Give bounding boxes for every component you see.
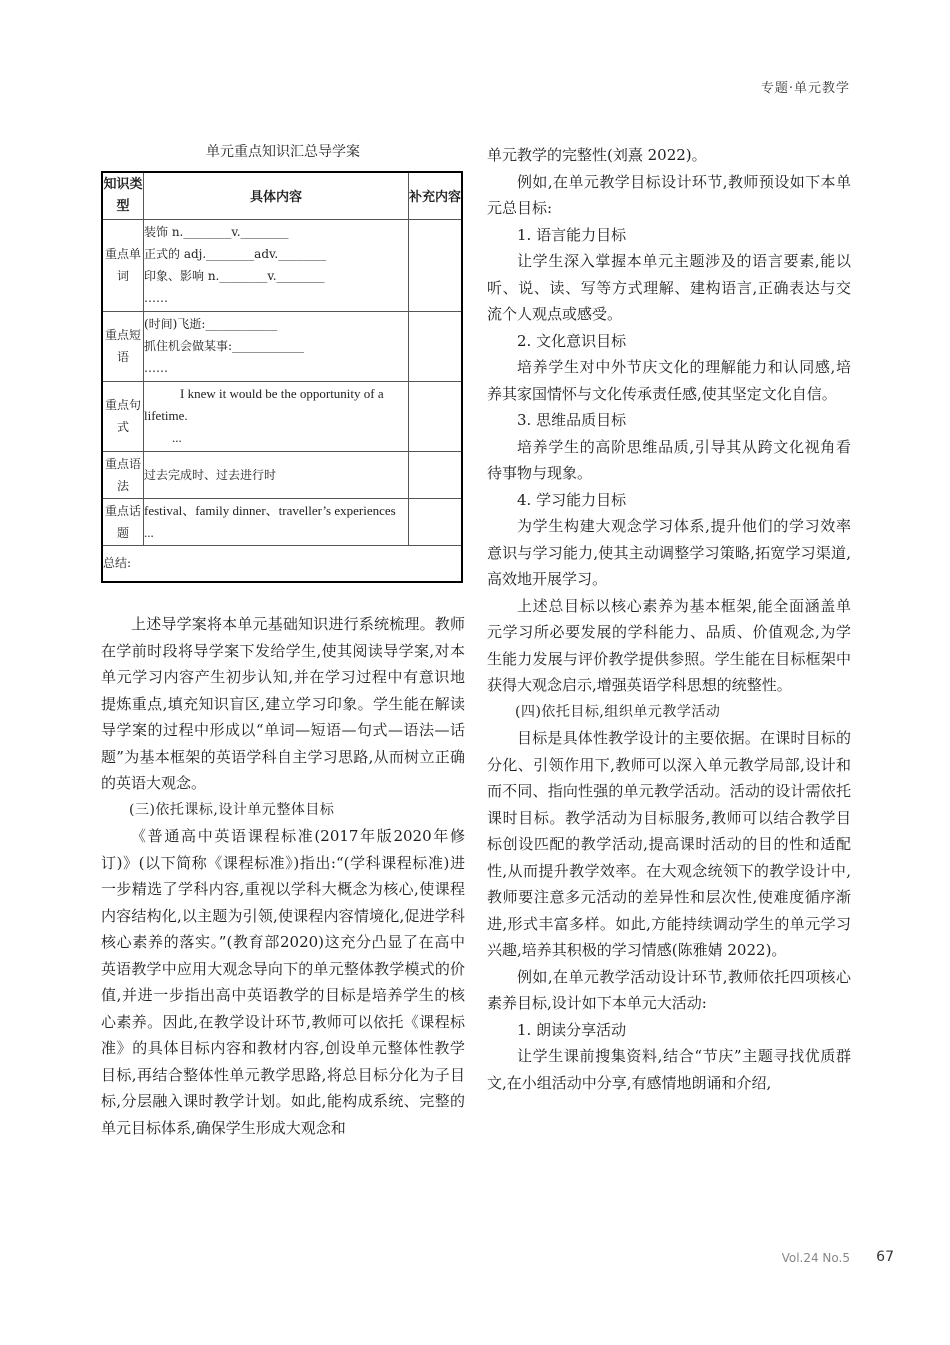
table-row-grammar — [102, 451, 462, 498]
row-type: 重点句式 — [102, 381, 144, 451]
row-type: 重点话题 — [102, 498, 144, 545]
goal-title: 3. 思维品质目标 — [517, 411, 627, 429]
paragraph: 例如,在单元教学目标设计环节,教师预设如下本单元总目标: — [487, 172, 851, 217]
table-title: 单元重点知识汇总导学案 — [206, 144, 360, 160]
fill-line: 印象、影响 n.________v.________ — [144, 269, 325, 283]
activity-title: 1. 朗读分享活动 — [517, 1020, 627, 1039]
paragraph: 为学生构建大观念学习体系,提升他们的学习效率意识与学习能力,使其主动调整学习策略,拓宽学习渠道,高效地开展学习。 — [487, 517, 851, 588]
row-content — [144, 311, 409, 381]
paragraph: 培养学生的高阶思维品质,引导其从跨文化视角看待事物与现象。 — [487, 437, 851, 482]
knowledge-table — [101, 171, 463, 583]
fill-line: 装饰 n.________v.________ — [144, 225, 289, 239]
ellipsis: ... — [172, 430, 182, 445]
left-column — [101, 142, 465, 1141]
goal-title: 4. 学习能力目标 — [517, 490, 627, 509]
supplement-cell — [409, 498, 463, 545]
table-header-row — [102, 172, 462, 219]
right-column — [487, 142, 851, 1096]
table-row-words — [102, 219, 462, 311]
table-row-summary — [102, 545, 462, 582]
table-row-topics — [102, 498, 462, 545]
section-heading: (三)依托课标,设计单元整体目标 — [129, 801, 335, 818]
row-type: 重点短语 — [102, 311, 144, 381]
example-sentence: I knew it would be the opportunity of a lifetime. — [144, 386, 384, 423]
goal-title: 1. 语言能力目标 — [517, 225, 627, 244]
fill-line: 抓住机会做某事:____________ — [144, 339, 305, 353]
row-content: festival、family dinner、traveller’s experiences ... — [144, 498, 409, 545]
row-content — [144, 381, 409, 451]
table-row-phrases — [102, 311, 462, 381]
row-content: 过去完成时、过去进行时 — [144, 451, 409, 498]
fill-line: 正式的 adj.________adv.________ — [144, 247, 327, 261]
paragraph: 例如,在单元教学活动设计环节,教师依托四项核心素养目标,设计如下本单元大活动: — [487, 967, 851, 1012]
fill-line: …… — [144, 291, 168, 305]
supplement-cell — [409, 219, 463, 311]
paragraph: 《普通高中英语课程标准(2017年版2020年修订)》(以下简称《课程标准》)指出:“(学科课程标准)进一步精选了学科内容,重视以学科大概念为核心,使课程内容结构化,以主题为引领,使课程内容情境化,促进学科核心素养的落实。”(教育部2020)这充分凸显了在高中英语教学中应用大观念导向下的单元整体教学模式的价值,并进一步指出高中英语教学的目标是培养学生的核心素养。因此,在教学设计环节,教师可以依托《课程标准》的具体目标内容和教材内容,创设单元整体性教学目标,再结合整体性单元教学思路,将总目标分化为子目标,分层融入课时教学计划。如此,能构成系统、完整的单元目标体系,确保学生形成大观念和 — [101, 827, 465, 1137]
table-row-sentences — [102, 381, 462, 451]
paragraph: 让学生深入掌握本单元主题涉及的语言要素,能以听、说、读、写等方式理解、建构语言,正确表达与交流个人观点或感受。 — [487, 252, 851, 323]
row-type: 重点单词 — [102, 219, 144, 311]
header-type: 知识类型 — [102, 172, 144, 219]
paragraph: 目标是具体性教学设计的主要依据。在课时目标的分化、引领作用下,教师可以深入单元教学局部,设计和而不同、指向性强的单元教学活动。活动的设计需依托课时目标。教学活动为目标服务,教师可以结合教学目标创设匹配的教学活动,提高课时活动的目的性和适配性,从而提升教学效率。在大观念统领下的教学设计中,教师要注意多元活动的差异性和层次性,使难度循序渐进,形式丰富多样。如此,方能持续调动学生的单元学习兴趣,培养其积极的学习情感(陈雅婧 2022)。 — [487, 729, 851, 959]
supplement-cell — [409, 311, 463, 381]
fill-line: …… — [144, 361, 168, 375]
header-content: 具体内容 — [144, 172, 409, 219]
paragraph: 培养学生对中外节庆文化的理解能力和认同感,培养其家国情怀与文化传承责任感,使其坚定文化自信。 — [487, 358, 851, 403]
section-heading: (四)依托目标,组织单元教学活动 — [515, 703, 721, 720]
paragraph: 让学生课前搜集资料,结合“节庆”主题寻找优质群文,在小组活动中分享,有感情地朗诵和介绍, — [487, 1047, 851, 1092]
paragraph: 单元教学的完整性(刘熹 2022)。 — [487, 146, 707, 164]
fill-line: (时间)飞逝:____________ — [144, 317, 278, 331]
page-number: 67 — [876, 1249, 894, 1265]
row-type: 重点语法 — [102, 451, 144, 498]
goal-title: 2. 文化意识目标 — [517, 331, 627, 350]
running-header: 专题·单元教学 — [760, 81, 850, 96]
summary-label: 总结: — [102, 545, 462, 582]
supplement-cell — [409, 381, 463, 451]
volume-label: Vol.24 No.5 — [781, 1251, 850, 1265]
row-content — [144, 219, 409, 311]
header-supplement: 补充内容 — [409, 172, 463, 219]
supplement-cell — [409, 451, 463, 498]
paragraph: 上述导学案将本单元基础知识进行系统梳理。教师在学前时段将导学案下发给学生,使其阅读导学案,对本单元学习内容产生初步认知,并在学习过程中有意识地提炼重点,填充知识盲区,建立学习印象。学生能在解读导学案的过程中形成以“单词—短语—句式—语法—话题”为基本框架的英语学科自主学习思路,从而树立正确的英语大观念。 — [101, 615, 465, 792]
paragraph: 上述总目标以核心素养为基本框架,能全面涵盖单元学习所必要发展的学科能力、品质、价值观念,为学生能力发展与评价教学提供参照。学生能在目标框架中获得大观念启示,增强英语学科思想的统整性。 — [487, 596, 851, 694]
